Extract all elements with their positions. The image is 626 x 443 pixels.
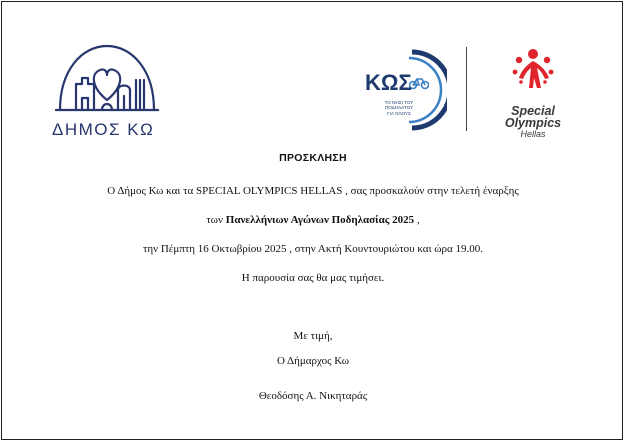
bicycle-icon xyxy=(409,76,429,90)
body-line-1: Ο Δήμος Κω και τα SPECIAL OLYMPICS HELLAS , σας προσκαλούν στην τελετή έναρξης xyxy=(107,185,519,197)
signature-role: Ο Δήμαρχος Κω xyxy=(276,355,350,367)
kos-subtitle-line: ΤΟ ΝΗΣΙ ΤΟΥ xyxy=(384,100,414,105)
castle-heart-icon xyxy=(52,40,162,118)
body-line-2-suffix: , xyxy=(414,214,420,226)
logo-divider xyxy=(466,47,467,131)
event-name: Πανελλήνιων Αγώνων Ποδηλασίας 2025 xyxy=(225,214,415,226)
kos-subtitle-line: ΓΙΑ ΟΛΟΥΣ xyxy=(387,110,411,116)
signature-closing: Με τιμή, xyxy=(293,330,333,342)
special-olympics-logo xyxy=(490,48,580,138)
body-line-2-prefix: των xyxy=(206,214,226,226)
special-olympics-word-olympics: Olympics xyxy=(504,116,562,130)
body-line-4: Η παρουσία σας θα μας τιμήσει. xyxy=(241,272,385,284)
dimos-kos-name: ΔΗΜΟΣ ΚΩ xyxy=(52,120,155,139)
dimos-kos-logo xyxy=(52,40,162,140)
kos-logo-subtitle xyxy=(373,100,425,116)
special-olympics-word-special: Special xyxy=(511,104,555,118)
special-olympics-word-hellas: Hellas xyxy=(520,129,546,139)
kos-cycling-logo xyxy=(357,46,447,136)
body-line-3: την Πέμπτη 16 Οκτωβρίου 2025 , στην Ακτή Κουντουριώτου και ώρα 19.00. xyxy=(142,243,484,255)
invitation-title: ΠΡΟΣΚΛΗΣΗ xyxy=(279,152,347,164)
signature-name: Θεοδόσης Α. Νικηταράς xyxy=(258,390,368,402)
body-line-2 xyxy=(0,214,626,226)
kos-logo-title: ΚΩΣ xyxy=(365,70,412,95)
kos-subtitle-line: ΠΟΔΗΛΑΤΟΥ xyxy=(384,105,414,111)
special-olympics-figure-icon xyxy=(511,48,555,90)
